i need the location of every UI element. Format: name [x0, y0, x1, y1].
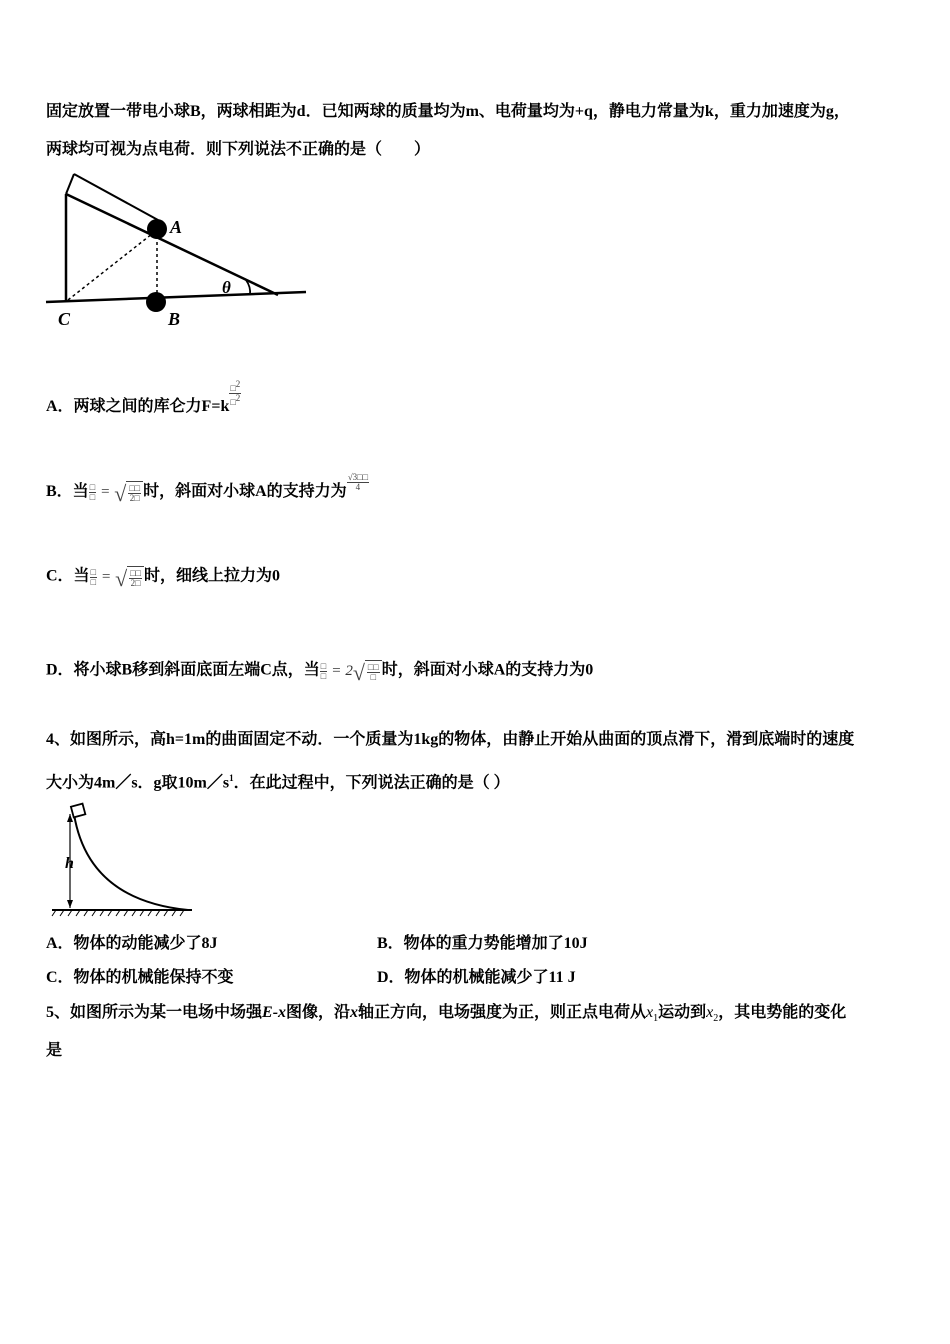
fraction-box: $\frac{□}{□}$: [89, 481, 96, 502]
q3-incline-figure: [40, 168, 315, 333]
q4-option-b: B．物体的重力势能增加了10J: [377, 935, 588, 952]
sqrt-expression: √ $\frac{□□}{2□}$: [115, 566, 144, 588]
ground-line: [46, 292, 306, 302]
q5-stem-line1: 5、如图所示为某一电场中场强E-x图像，沿x轴正方向，电场强度为正，则正点电荷从$x_1$运动到$x_2$，其电势能的变化: [46, 1004, 847, 1025]
q5-stem-line2: 是: [46, 1042, 63, 1059]
q3-option-c: C．当 $\frac{□}{□}$ = √ $\frac{□□}{2□}$ 时，细线上拉力为0: [46, 566, 281, 591]
h-label: h: [65, 855, 74, 872]
sqrt-expression: √ $\frac{□□}{□}$: [353, 660, 382, 682]
block: [71, 804, 85, 818]
q4-stem-line2: 大小为4m／s．g取$10m/s^1$．在此过程中，下列说法正确的是（ ）: [46, 773, 510, 792]
label-b: B: [168, 309, 181, 329]
q3-stem-line1: 固定放置一带电小球B，两球相距为d．已知两球的质量均为m、电荷量均为+q，静电力常量为k，重力加速度为g，: [46, 103, 850, 120]
fraction-box: $\frac{□}{□}$: [90, 566, 96, 587]
label-theta: θ: [222, 278, 231, 297]
q3-option-a: [46, 380, 241, 417]
label-c: C: [58, 309, 71, 329]
option-a-text: A．两球之间的库仑力F=k: [46, 398, 230, 415]
q3-option-d: D．将小球B移到斜面底面左端C点，当 $\frac{□}{□}$ = 2 √ $\frac{□□}{□}$ 时，斜面对小球A的支持力为0: [46, 660, 594, 685]
q4-option-a: A．物体的动能减少了8J: [46, 935, 218, 952]
wall-top: [66, 174, 74, 194]
curved-slope: [74, 814, 188, 910]
thread-dashed: [68, 230, 157, 300]
incline-lower: [66, 194, 278, 295]
fraction-q2-d2: $\frac{□^2}{□^2}$: [230, 379, 241, 407]
q4-stem-line1: 4、如图所示，高h=1m的曲面固定不动．一个质量为1kg的物体，由静止开始从曲面的顶点滑下，滑到底端时的速度: [46, 731, 855, 748]
q3-option-b: B．当 $\frac{□}{□}$ = √ $\frac{□□}{2□}$ 时，斜面对小球A的支持力为 $\frac{√3□□}{4}$: [46, 472, 368, 507]
q4-option-d: D．物体的机械能减少了11 J: [377, 969, 576, 986]
q3-stem-line2: 两球均可视为点电荷．则下列说法不正确的是（ ）: [46, 141, 431, 158]
q4-option-c: C．物体的机械能保持不变: [46, 969, 234, 986]
ball-a: [147, 219, 167, 239]
fraction-sqrt3: $\frac{√3□□}{4}$: [347, 472, 368, 492]
fraction-box: $\frac{□}{□}$: [320, 660, 327, 681]
q4-curve-figure: [48, 800, 198, 920]
sqrt-expression: √ $\frac{□□}{2□}$: [114, 481, 143, 503]
label-a: A: [170, 217, 183, 237]
ball-b: [146, 292, 166, 312]
incline-upper: [74, 174, 158, 220]
